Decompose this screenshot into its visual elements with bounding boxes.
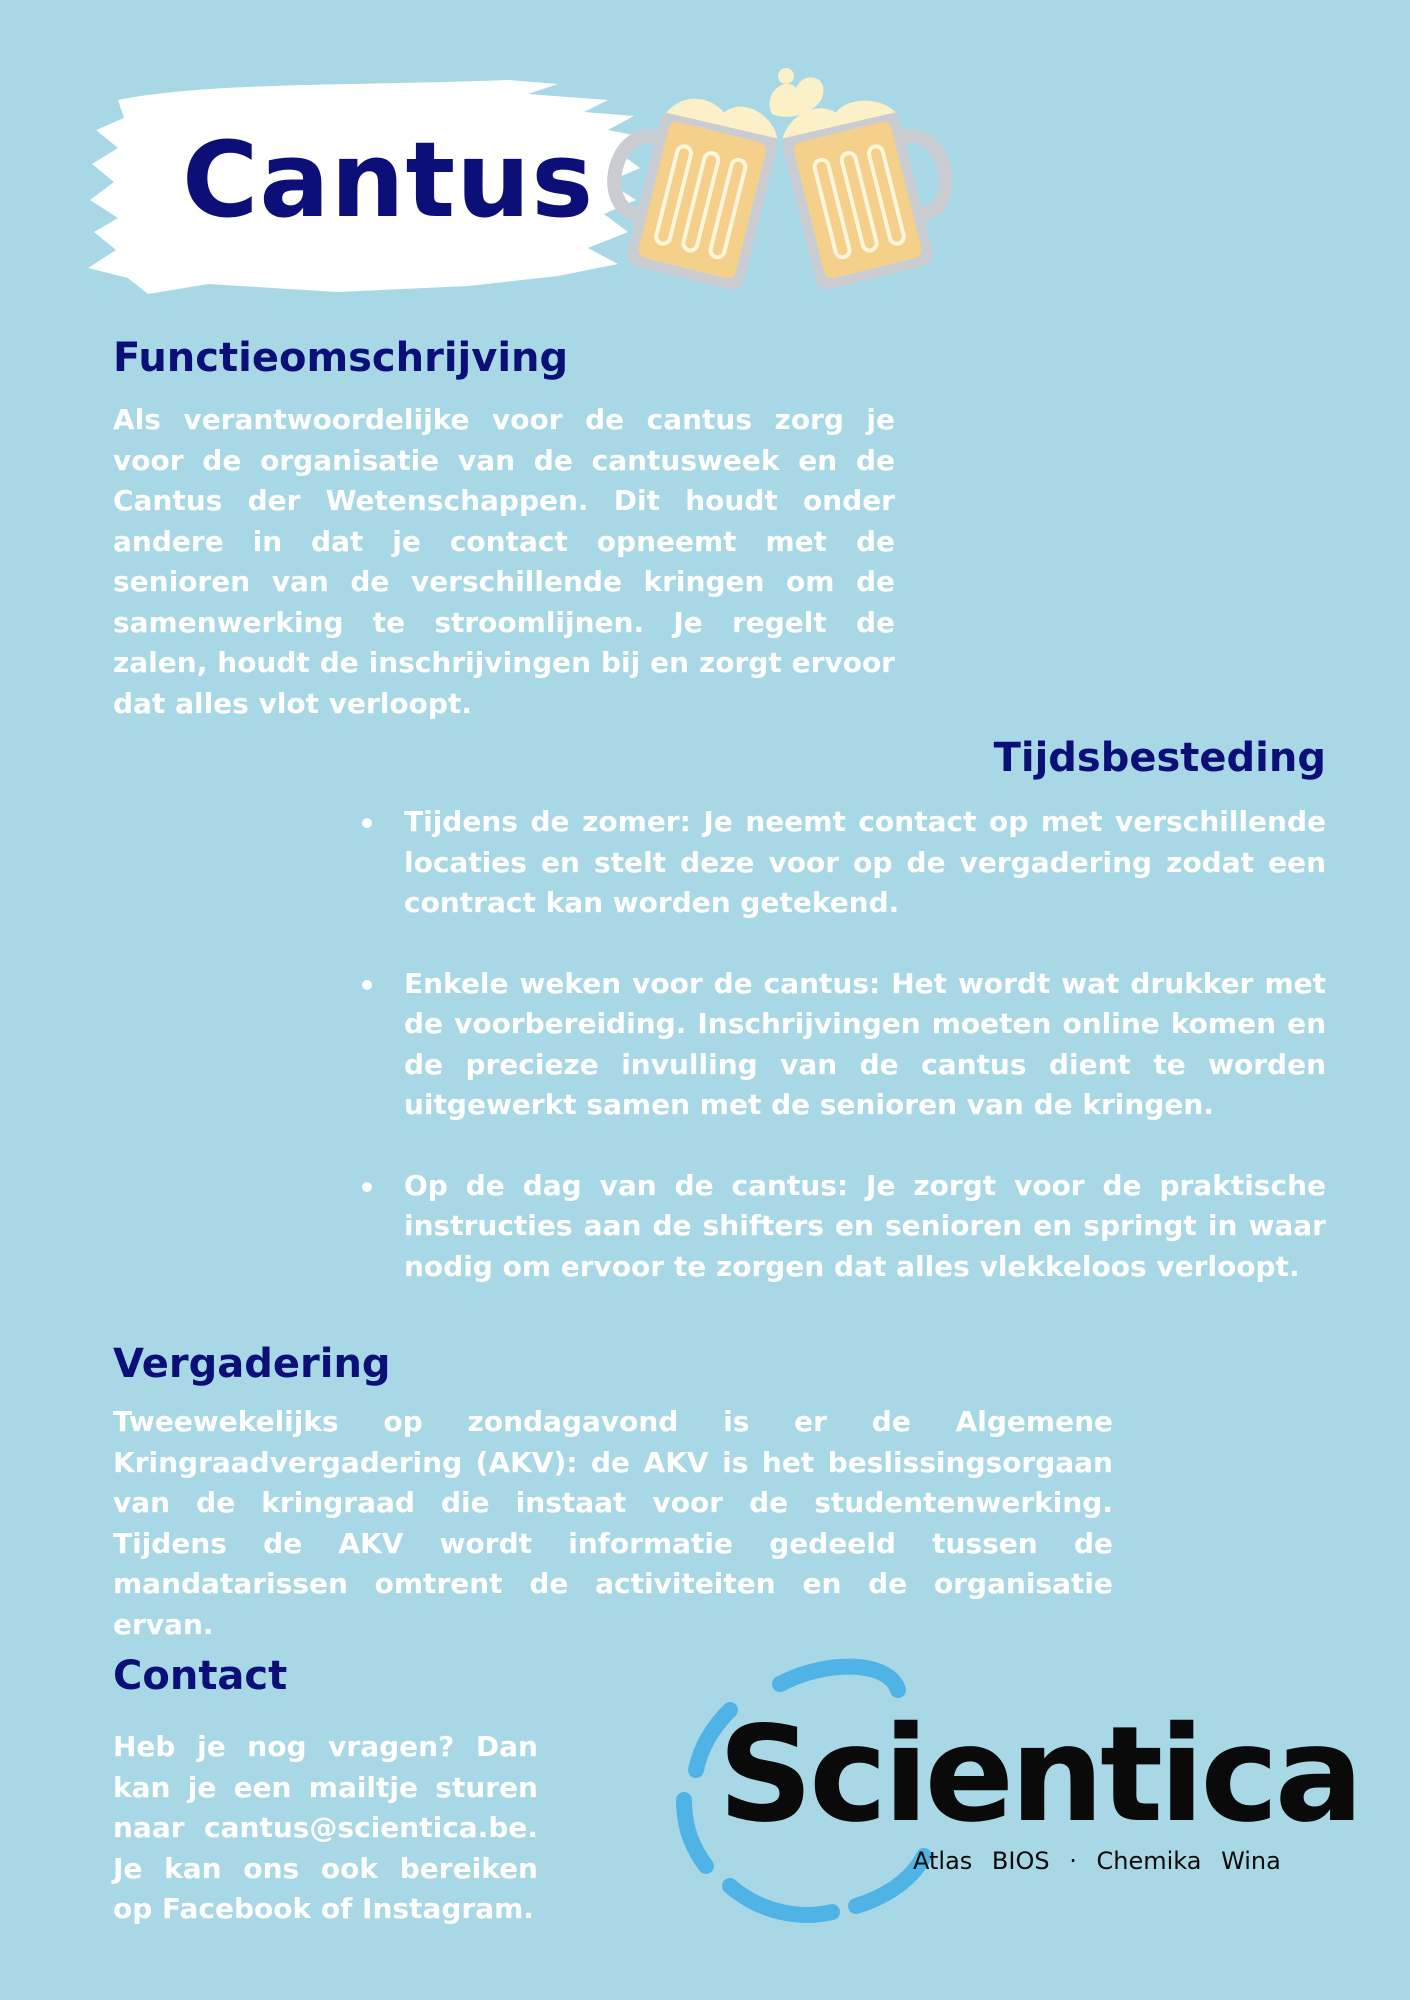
list-item bbox=[350, 964, 1326, 1126]
section-heading-contact: Contact bbox=[113, 1653, 288, 1699]
section-heading-tijd: Tijdsbesteding bbox=[993, 735, 1326, 781]
contact-description: Heb je nog vragen? Dan kan je een mailtje sturen naar cantus@scientica.be. Je kan ons ook bereiken op Facebook of Instagram. bbox=[113, 1730, 538, 1925]
tijd-list bbox=[350, 802, 1326, 1327]
list-item bbox=[350, 1166, 1326, 1288]
bullet-icon bbox=[362, 818, 372, 828]
bullet-icon bbox=[362, 1182, 372, 1192]
section-heading-vergadering: Vergadering bbox=[113, 1341, 391, 1387]
scientica-logo-text: Scientica bbox=[718, 1698, 1360, 1852]
list-item-text: Op de dag van de cantus: Je zorgt voor de praktische instructies aan de shifters en senioren en springt in waar nodig om ervoor te zorgen dat alles vlekkeloos verloopt. bbox=[404, 1168, 1326, 1283]
list-item-text: Enkele weken voor de cantus: Het wordt wat drukker met de voorbereiding. Inschrijvingen moeten online komen en de precieze invulling van de cantus dient te worden uitgewerkt samen met de senioren van de kringen. bbox=[404, 966, 1326, 1121]
beer-mugs-icon bbox=[590, 62, 970, 302]
page-title: Cantus bbox=[182, 119, 595, 241]
list-item bbox=[350, 802, 1326, 924]
section-heading-functie: Functieomschrijving bbox=[113, 335, 569, 381]
functie-description: Als verantwoordelijke voor de cantus zorg je voor de organisatie van de cantusweek en de Cantus der Wetenschappen. Dit houdt onder andere in dat je contact opneemt met de senioren van de verschillende kringen om de samenwerking te stroomlijnen. Je regelt de zalen, houdt de inschrijvingen bij en zorgt ervoor dat alles vlot verloopt. bbox=[113, 403, 895, 720]
vergadering-description: Tweewekelijks op zondagavond is er de Algemene Kringraadvergadering (AKV): de AKV is het beslissingsorgaan van de kringraad die instaat voor de studentenwerking. Tijdens de AKV wordt informatie gedeeld tussen de mandatarissen omtrent de activiteiten en de organisatie ervan. bbox=[113, 1405, 1113, 1641]
list-item-text: Tijdens de zomer: Je neemt contact op met verschillende locaties en stelt deze voor op de vergadering zodat een contract kan worden getekend. bbox=[404, 805, 1326, 919]
scientica-logo-subtitle: Atlas BIOS · Chemika Wina bbox=[913, 1847, 1281, 1875]
bullet-icon bbox=[362, 980, 372, 990]
